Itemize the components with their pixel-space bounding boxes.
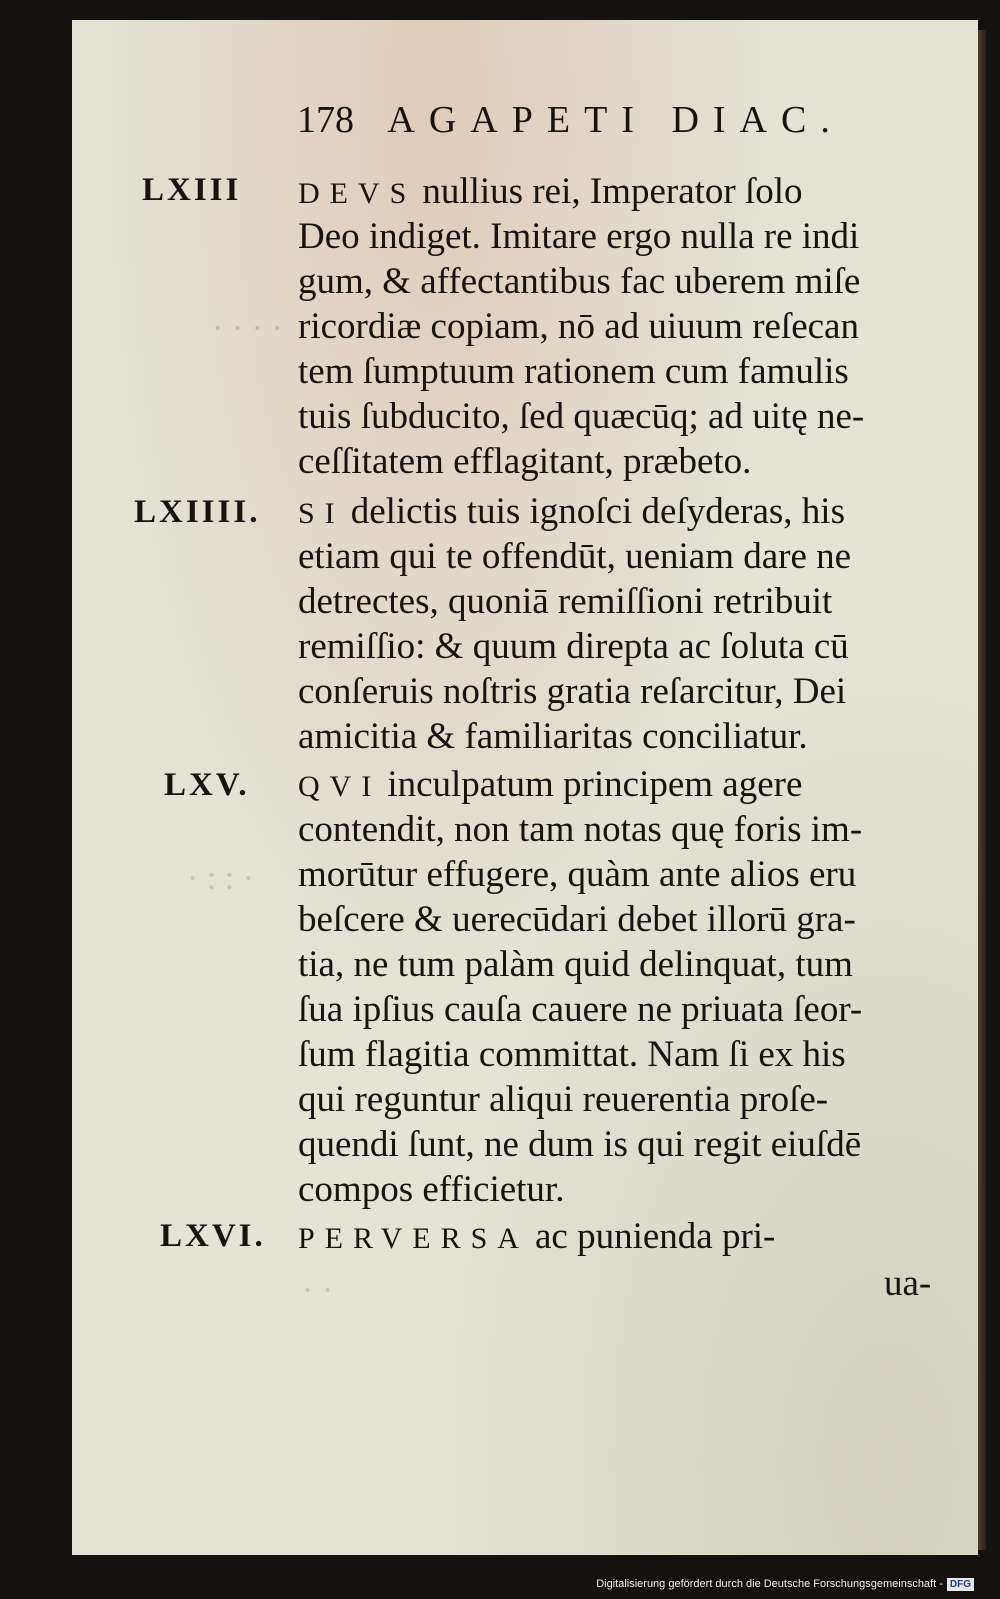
show-through-mark: · : : ·: [187, 860, 255, 897]
initial-word: SI: [298, 497, 345, 530]
text-line: compos efficietur.: [298, 1169, 565, 1210]
initial-word: PERVERSA: [298, 1222, 529, 1255]
initial-word: DEVS: [298, 177, 417, 210]
text-line: Deo indiget. Imitare ergo nulla re indi: [298, 216, 860, 257]
show-through-mark: · · · ·: [212, 310, 283, 347]
line-text: ac punienda pri-: [534, 1216, 776, 1257]
running-head: [297, 98, 844, 142]
digitization-credit: [596, 1578, 974, 1591]
text-line: [298, 490, 845, 536]
text-line: tuis ſubducito, ſed quæcūq; ad uitę ne-: [298, 396, 865, 437]
text-line: conſeruis noſtris gratia reſarcitur, Dei: [298, 671, 847, 712]
text-line: qui reguntur aliqui reuerentia proſe-: [298, 1079, 829, 1120]
running-title: AGAPETI DIAC.: [387, 99, 844, 141]
text-line: ricordiæ copiam, nō ad uiuum reſecan: [298, 306, 859, 347]
section-numeral: LXIII: [142, 172, 242, 208]
section-numeral: LXVI.: [160, 1218, 266, 1254]
text-line: tia, ne tum palàm quid delinquat, tum: [298, 944, 853, 985]
text-line: morūtur effugere, quàm ante alios eru: [298, 854, 857, 895]
text-line: contendit, non tam notas quę foris im-: [298, 809, 863, 850]
text-line: detrectes, quoniā remiſſioni retribuit: [298, 581, 833, 622]
line-text: inculpatum principem agere: [387, 764, 803, 805]
text-line: ceſſitatem efflagitant, præbeto.: [298, 441, 752, 482]
text-line: ſum flagitia committat. Nam ſi ex his: [298, 1034, 846, 1075]
text-line: tem ſumptuum rationem cum famulis: [298, 351, 849, 392]
initial-word: QVI: [298, 770, 382, 803]
show-through-mark: · ·: [302, 1272, 334, 1309]
book-page: [72, 20, 978, 1555]
page-number: 178: [297, 99, 354, 141]
credit-text: Digitalisierung gefördert durch die Deutsche Forschungsgemeinschaft -: [596, 1578, 943, 1590]
text-line: [298, 763, 802, 809]
line-text: nullius rei, Imperator ſolo: [422, 171, 803, 212]
text-line: [298, 1215, 775, 1261]
text-line: [298, 170, 803, 216]
section-numeral: LXIIII.: [134, 494, 261, 530]
dfg-logo: DFG: [947, 1578, 974, 1591]
text-line: remiſſio: & quum direpta ac ſoluta cū: [298, 626, 849, 667]
line-text: delictis tuis ignoſci deſyderas, his: [350, 491, 845, 532]
text-line: beſcere & uerecūdari debet illorū gra-: [298, 899, 856, 940]
catchword: ua-: [884, 1263, 932, 1304]
text-line: etiam qui te offendūt, ueniam dare ne: [298, 536, 852, 577]
text-line: amicitia & familiaritas conciliatur.: [298, 716, 808, 757]
text-line: gum, & affectantibus fac uberem miſe: [298, 261, 861, 302]
text-line: quendi ſunt, ne dum is qui regit eiuſdē: [298, 1124, 862, 1165]
text-line: ſua ipſius cauſa cauere ne priuata ſeor-: [298, 989, 863, 1030]
section-numeral: LXV.: [164, 767, 250, 803]
